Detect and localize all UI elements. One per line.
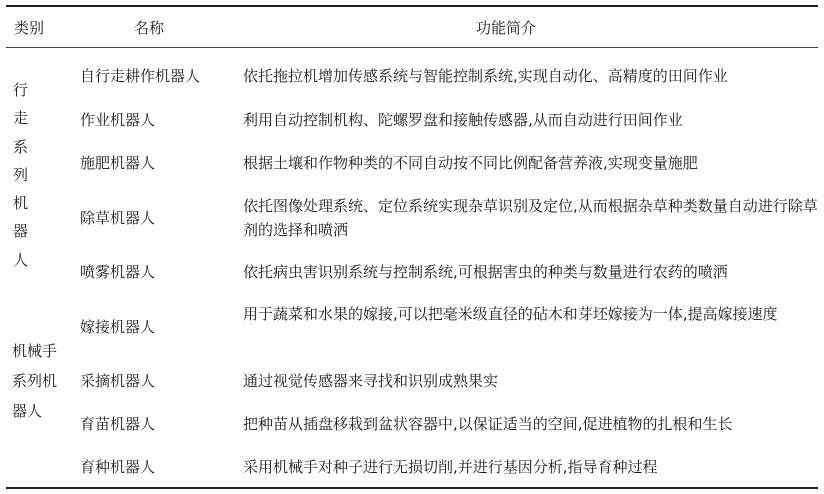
category-walking-robots: 行走系列机器人 [13, 81, 29, 269]
table-header-rule [6, 47, 818, 48]
row-function: 把种苗从插盘移栽到盆状容器中,以保证适当的空间,促进植物的扎根和生长 [243, 415, 733, 433]
row-function: 用于蔬菜和水果的嫁接,可以把毫米级直径的砧木和芽坯嫁接为一体,提高嫁接速度 [243, 305, 778, 323]
row-function: 依托拖拉机增加传感系统与智能控制系统,实现自动化、高精度的田间作业 [243, 67, 728, 85]
row-name: 自行走耕作机器人 [80, 67, 201, 85]
row-name: 喷雾机器人 [80, 263, 156, 281]
row-name: 施肥机器人 [80, 154, 156, 172]
row-function: 采用机械手对种子进行无损切削,并进行基因分析,指导育种过程 [243, 458, 658, 476]
row-function: 依托病虫害识别系统与控制系统,可根据害虫的种类与数量进行农药的喷洒 [243, 263, 728, 281]
row-name: 嫁接机器人 [80, 318, 156, 336]
row-function: 依托图像处理系统、定位系统实现杂草识别及定位,从而根据杂草种类数量自动进行除草剂的选择和喷洒 [243, 197, 818, 239]
row-name: 作业机器人 [80, 111, 156, 129]
row-name: 除草机器人 [80, 209, 156, 227]
table-top-rule [6, 5, 818, 7]
row-function: 利用自动控制机构、陀螺罗盘和接触传感器,从而自动进行田间作业 [243, 111, 683, 129]
header-function: 功能简介 [476, 19, 537, 37]
row-function: 根据土壤和作物种类的不同自动按不同比例配备营养液,实现变量施肥 [243, 154, 698, 172]
header-name: 名称 [134, 19, 165, 37]
row-name: 育苗机器人 [80, 415, 156, 433]
row-function: 通过视觉传感器来寻找和识别成熟果实 [243, 372, 499, 390]
row-name: 采摘机器人 [80, 372, 156, 390]
header-category: 类别 [14, 19, 45, 37]
row-name: 育种机器人 [80, 458, 156, 476]
table-bottom-rule [6, 487, 818, 489]
category-manipulator-robots: 机械手系列机器人 [12, 342, 58, 420]
